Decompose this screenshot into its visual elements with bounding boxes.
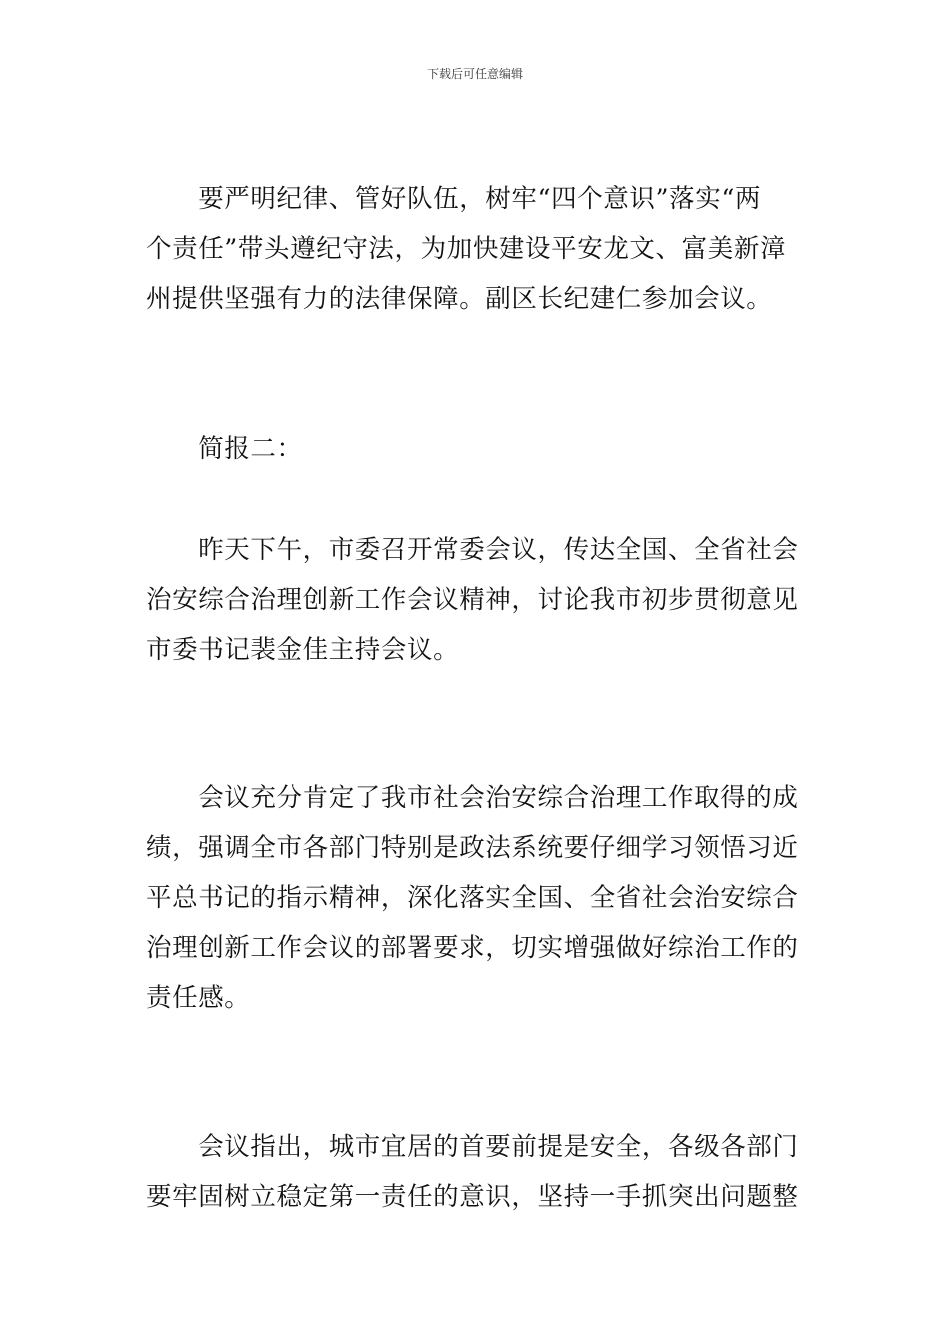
paragraph-3-line-2: 绩，强调全市各部门特别是政法系统要仔细学习领悟习近 bbox=[146, 833, 799, 863]
paragraph-1-line-2: 个责任”带头遵纪守法，为加快建设平安龙文、富美新漳 bbox=[146, 234, 787, 264]
paragraph-2-line-1: 昨天下午，市委召开常委会议，传达全国、全省社会 bbox=[146, 535, 799, 565]
paragraph-3-line-1: 会议充分肯定了我市社会治安综合治理工作取得的成 bbox=[146, 783, 799, 813]
paragraph-1-line-1: 要严明纪律、管好队伍，树牢“四个意识”落实“两 bbox=[146, 184, 762, 214]
paragraph-2-line-2: 治安综合治理创新工作会议精神，讨论我市初步贯彻意见 bbox=[146, 585, 799, 615]
paragraph-3-line-5: 责任感。 bbox=[146, 983, 251, 1013]
paragraph-3-line-3: 平总书记的指示精神，深化落实全国、全省社会治安综合 bbox=[146, 883, 799, 913]
paragraph-4-line-2: 要牢固树立稳定第一责任的意识，坚持一手抓突出问题整 bbox=[146, 1182, 799, 1212]
page-header-note: 下载后可任意编辑 bbox=[426, 67, 523, 81]
paragraph-4-line-1: 会议指出，城市宜居的首要前提是安全，各级各部门 bbox=[146, 1132, 799, 1162]
section-heading-briefing-two: 简报二： bbox=[146, 434, 303, 464]
paragraph-2-line-3: 市委书记裴金佳主持会议。 bbox=[146, 635, 460, 665]
paragraph-1-line-3: 州提供坚强有力的法律保障。副区长纪建仁参加会议。 bbox=[146, 284, 773, 314]
paragraph-3-line-4: 治理创新工作会议的部署要求，切实增强做好综治工作的 bbox=[146, 933, 799, 963]
